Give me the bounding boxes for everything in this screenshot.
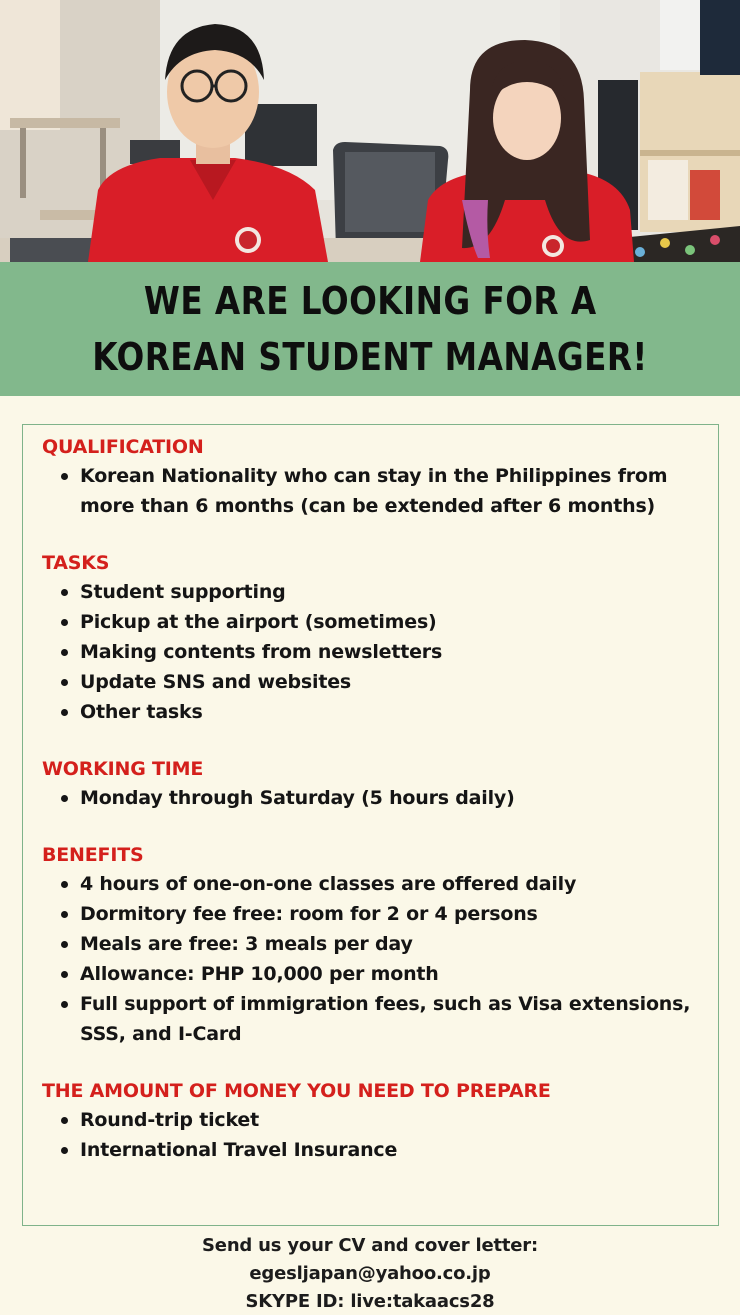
list-item: Making contents from newsletters <box>42 637 718 667</box>
banner-title-line-2: KOREAN STUDENT MANAGER! <box>92 335 648 379</box>
header-photo <box>0 0 740 262</box>
job-details-card <box>22 424 719 1226</box>
list-item: Dormitory fee free: room for 2 or 4 persons <box>42 899 718 929</box>
list-item: Update SNS and websites <box>42 667 718 697</box>
list-item: 4 hours of one-on-one classes are offered daily <box>42 869 718 899</box>
section-heading: BENEFITS <box>42 844 144 866</box>
contact-skype-id: SKYPE ID: live:takaacs28 <box>245 1291 495 1312</box>
list-item: Monday through Saturday (5 hours daily) <box>42 783 718 813</box>
list-item: Meals are free: 3 meals per day <box>42 929 718 959</box>
section-money-to-prepare <box>42 1079 718 1165</box>
contact-instruction: Send us your CV and cover letter: <box>202 1235 538 1256</box>
section-heading: THE AMOUNT OF MONEY YOU NEED TO PREPARE <box>42 1080 551 1102</box>
contact-footer <box>0 1232 740 1315</box>
section-heading: TASKS <box>42 552 110 574</box>
banner-title-line-1: WE ARE LOOKING FOR A <box>143 279 597 323</box>
title-banner <box>0 262 740 396</box>
list-item: Korean Nationality who can stay in the Philippines from more than 6 months (can be extended after 6 months) <box>42 461 718 521</box>
list-item: Allowance: PHP 10,000 per month <box>42 959 718 989</box>
list-item: Other tasks <box>42 697 718 727</box>
section-benefits <box>42 843 718 1049</box>
list-item: Round-trip ticket <box>42 1105 718 1135</box>
list-item: International Travel Insurance <box>42 1135 718 1165</box>
list-item: Pickup at the airport (sometimes) <box>42 607 718 637</box>
contact-email[interactable]: egesljapan@yahoo.co.jp <box>249 1263 491 1284</box>
list-item: Student supporting <box>42 577 718 607</box>
section-heading: WORKING TIME <box>42 758 204 780</box>
section-tasks <box>42 551 718 727</box>
section-heading: QUALIFICATION <box>42 436 204 458</box>
list-item: Full support of immigration fees, such as Visa extensions, SSS, and I-Card <box>42 989 718 1049</box>
section-qualification <box>42 435 718 521</box>
section-working-time <box>42 757 718 813</box>
